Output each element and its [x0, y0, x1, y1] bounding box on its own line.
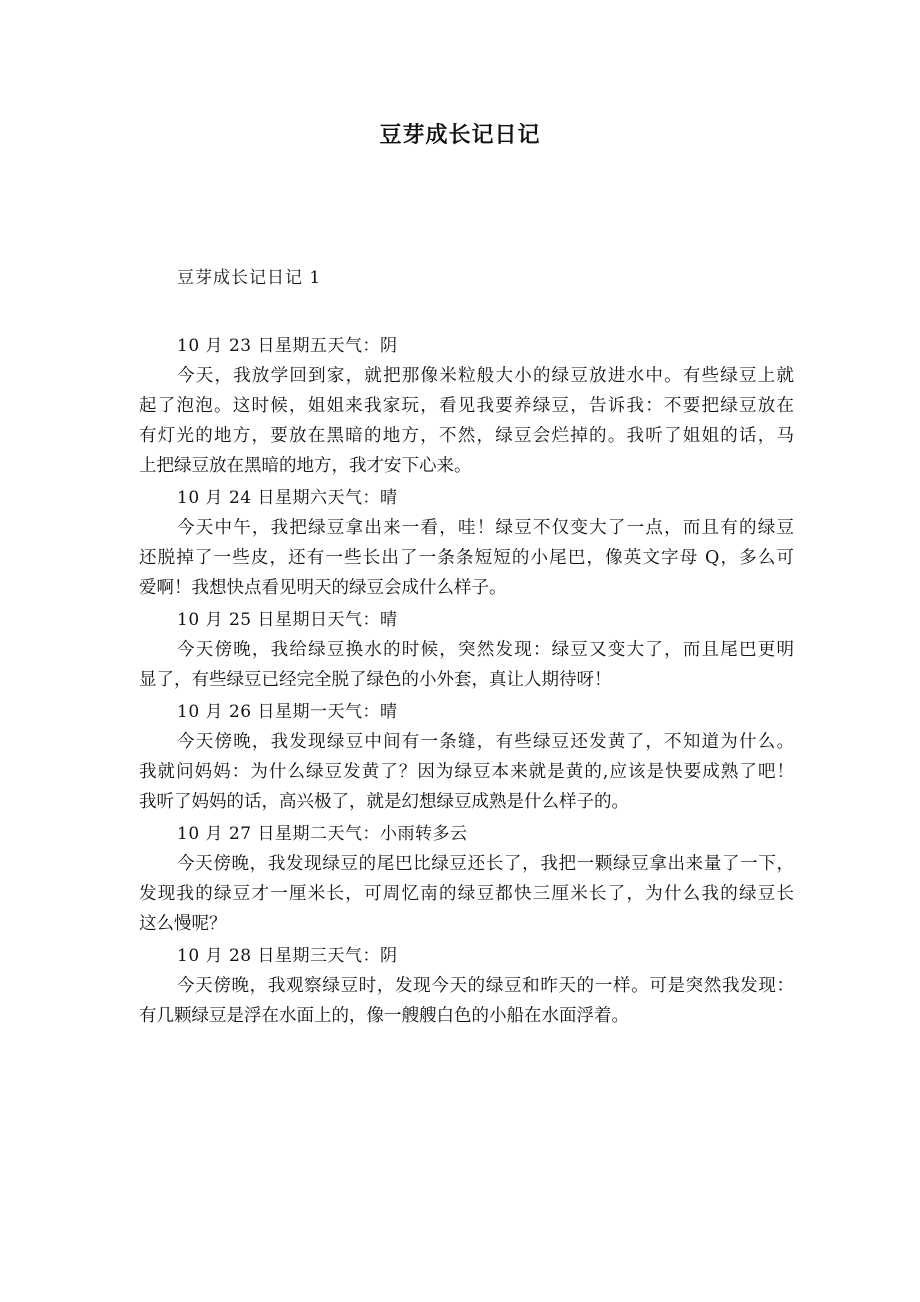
entry-body: [139, 971, 794, 1031]
entry-date: 10 月 24 日星期六天气：晴: [177, 488, 398, 508]
body-line: 显了，有些绿豆已经完全脱了绿色的小外套，真让人期待呀！: [139, 670, 612, 690]
entry-body: [139, 727, 794, 817]
entry-date: 10 月 27 日星期二天气：小雨转多云: [177, 824, 468, 844]
body-line: 我就问妈妈：为什么绿豆发黄了？因为绿豆本来就是黄的,应该是快要成熟了吧！: [139, 762, 794, 782]
body-line: 今天傍晚，我观察绿豆时，发现今天的绿豆和昨天的一样。可是突然我发现：: [177, 976, 794, 996]
entry-body: [139, 849, 794, 939]
entry-date: 10 月 28 日星期三天气：阴: [177, 946, 398, 966]
body-line: 起了泡泡。这时候，姐姐来我家玩，看见我要养绿豆，告诉我：不要把绿豆放在: [139, 396, 794, 416]
entry-date: 10 月 25 日星期日天气：晴: [177, 610, 398, 630]
body-line: 今天傍晚，我给绿豆换水的时候，突然发现：绿豆又变大了，而且尾巴更明: [177, 640, 794, 660]
document-title: 豆芽成长记日记: [379, 122, 541, 148]
body-line: 有几颗绿豆是浮在水面上的，像一艘艘白色的小船在水面浮着。: [139, 1006, 629, 1026]
document-subtitle: 豆芽成长记日记 1: [177, 268, 322, 288]
entry-body: [139, 635, 794, 695]
entry-date: 10 月 26 日星期一天气：晴: [177, 702, 398, 722]
body-line: 今天中午，我把绿豆拿出来一看，哇！绿豆不仅变大了一点，而且有的绿豆: [177, 518, 794, 538]
body-line: 爱啊！我想快点看见明天的绿豆会成什么样子。: [139, 578, 507, 598]
body-line: 有灯光的地方，要放在黑暗的地方，不然，绿豆会烂掉的。我听了姐姐的话，马: [139, 426, 794, 446]
body-line: 上把绿豆放在黑暗的地方，我才安下心来。: [139, 456, 472, 476]
body-line: 今天傍晚，我发现绿豆中间有一条缝，有些绿豆还发黄了，不知道为什么。: [177, 732, 794, 752]
body-line: 今天傍晚，我发现绿豆的尾巴比绿豆还长了，我把一颗绿豆拿出来量了一下，: [177, 854, 794, 874]
body-line: 发现我的绿豆才一厘米长，可周忆南的绿豆都快三厘米长了，为什么我的绿豆长: [139, 884, 794, 904]
entry-date: 10 月 23 日星期五天气：阴: [177, 336, 398, 356]
diary-content: [139, 331, 794, 1033]
body-line: 我听了妈妈的话，高兴极了，就是幻想绿豆成熟是什么样子的。: [139, 792, 629, 812]
body-line: 今天，我放学回到家，就把那像米粒般大小的绿豆放进水中。有些绿豆上就: [177, 366, 794, 386]
entry-body: [139, 361, 794, 481]
body-line: 还脱掉了一些皮，还有一些长出了一条条短短的小尾巴，像英文字母 Q，多么可: [139, 548, 794, 568]
entry-body: [139, 513, 794, 603]
body-line: 这么慢呢？: [139, 914, 227, 934]
